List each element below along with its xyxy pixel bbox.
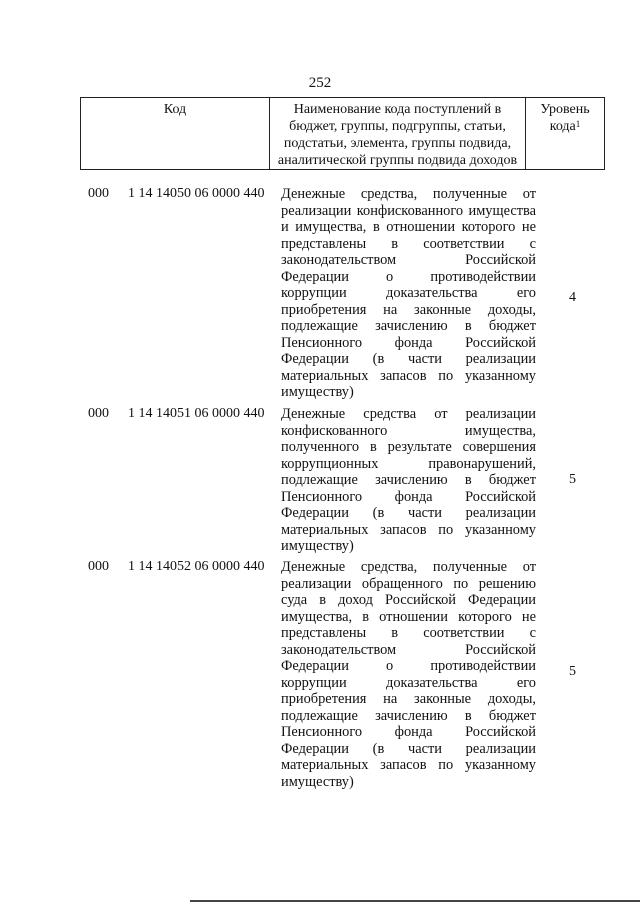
row-admin-code: 000 xyxy=(88,559,109,574)
header-level-label: Уровень кода xyxy=(540,102,590,134)
row-code-level: 5 xyxy=(569,664,576,679)
row-revenue-name: Денежные средства, полученные от реализации обращенного по решению суда в доход Российской Федерации имущества, в отношении которого не представлены в соответствии с законодательством Российской Федерации о противодействии коррупции доказательства его приобретения на законные доходы, подлежащие зачислению в бюджет Пенсионного фонда Российской Федерации (в части реализации материальных запасов по указанному имуществу) xyxy=(281,559,536,790)
header-code-cell xyxy=(81,98,270,170)
header-level-footnote: 1 xyxy=(575,119,581,129)
row-revenue-code: 1 14 14052 06 0000 440 xyxy=(128,559,265,574)
row-revenue-name: Денежные средства от реализации конфискованного имущества, полученного в результате совершения коррупционных правонарушений, подлежащие зачислению в бюджет Пенсионного фонда Российской Федерации (в части реализации материальных запасов по указанному имуществу) xyxy=(281,406,536,554)
row-revenue-code: 1 14 14051 06 0000 440 xyxy=(128,406,265,421)
scan-edge-line xyxy=(190,900,640,902)
header-level-cell xyxy=(526,98,605,170)
row-admin-code: 000 xyxy=(88,186,109,201)
row-code-level: 4 xyxy=(569,290,576,305)
row-revenue-name: Денежные средства, полученные от реализации конфискованного имущества и имущества, в отношении которого не представлены в соответствии с законодательством Российской Федерации о противодействии коррупции доказательства его приобретения на законные доходы, подлежащие зачислению в бюджет Пенсионного фонда Российской Федерации (в части реализации материальных запасов по указанному имуществу) xyxy=(281,186,536,400)
table-header xyxy=(80,97,605,170)
row-revenue-code: 1 14 14050 06 0000 440 xyxy=(128,186,265,201)
page-number: 252 xyxy=(308,75,332,91)
header-name-cell xyxy=(270,98,526,170)
row-admin-code: 000 xyxy=(88,406,109,421)
header-name-label: Наименование кода поступлений в бюджет, группы, подгруппы, статьи, подстатьи, элемента, группы подвида, аналитической группы подвида доходов xyxy=(277,102,518,168)
header-code-label: Код xyxy=(163,102,187,117)
row-code-level: 5 xyxy=(569,472,576,487)
